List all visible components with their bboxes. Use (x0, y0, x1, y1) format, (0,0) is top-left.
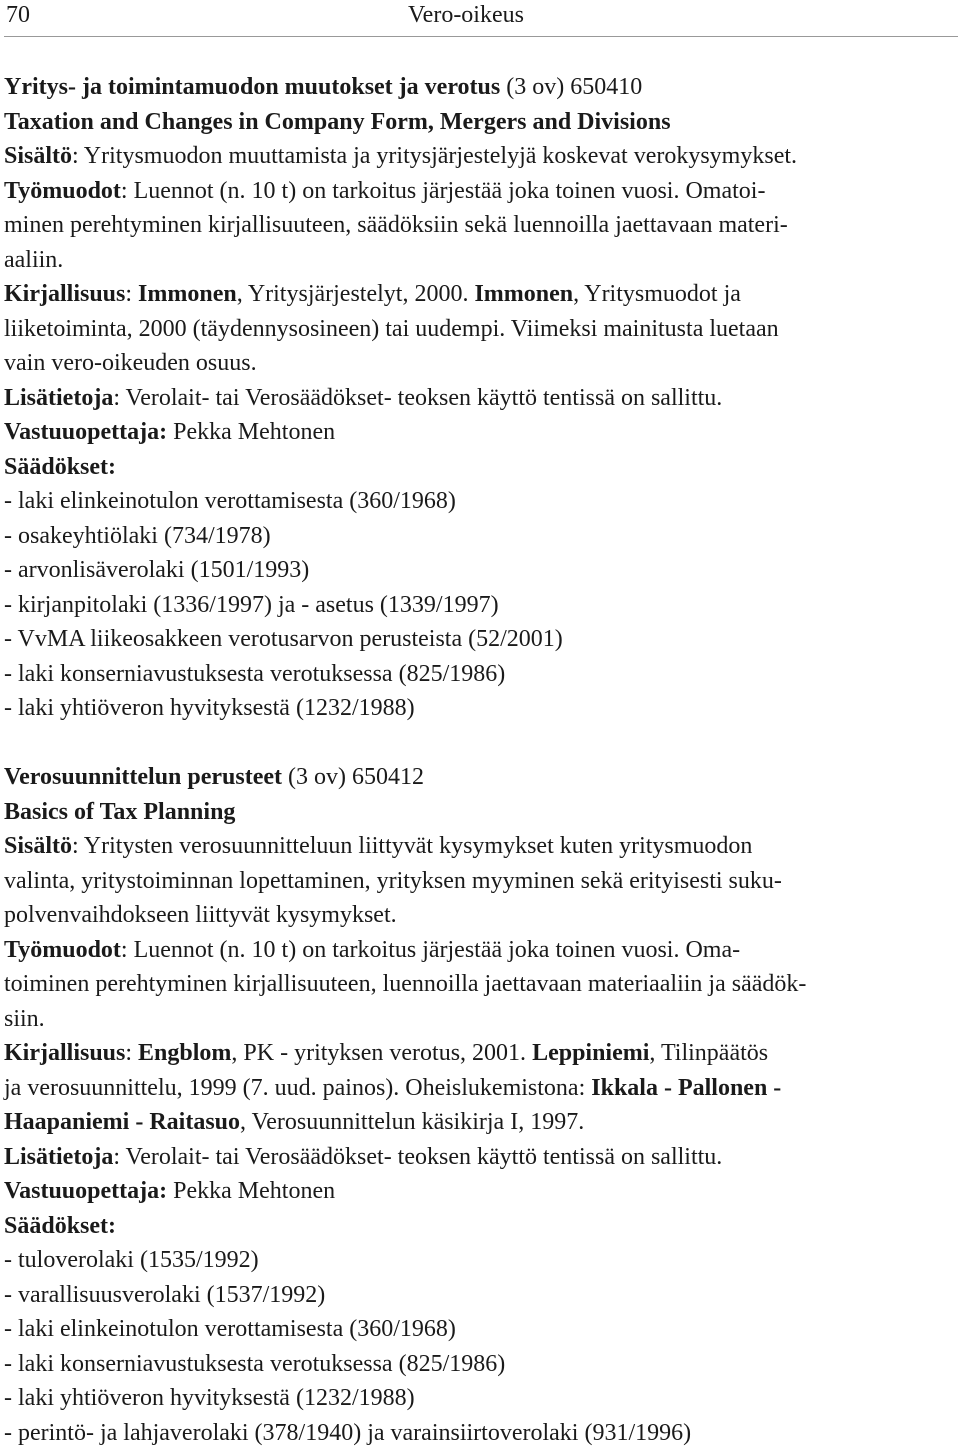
course1-literature-line-1 (4, 277, 954, 312)
course1-title: Yritys- ja toimintamuodon muutokset ja verotus (4, 74, 501, 100)
course2-author-1: Engblom (138, 1040, 232, 1066)
course1-content-line (4, 139, 954, 174)
course1-content-text: : Yritysmuodon muuttamista ja yritysjärjestelyjä koskevat verokysymykset. (72, 143, 798, 169)
course2-content-line-3: polvenvaihdokseen liittyvät kysymykset. (4, 902, 397, 928)
course1-methods-label: Työmuodot (4, 177, 121, 204)
statute-item: - laki elinkeinotulon verottamisesta (360/1968) (4, 1316, 456, 1342)
course1-teacher-name: Pekka Mehtonen (167, 419, 336, 445)
course1-methods-line-3: aaliin. (4, 246, 64, 273)
course2-title: Verosuunnittelun perusteet (4, 764, 283, 790)
course2-methods-line-2: toiminen perehtyminen kirjallisuuteen, luennoilla jaettavaan materiaaliin ja säädök- (4, 971, 807, 997)
course1-author-2: Immonen (474, 281, 574, 307)
statute-item: - laki konserniavustuksesta verotuksessa (825/1986) (4, 660, 506, 687)
statute-item: - laki elinkeinotulon verottamisesta (360/1968) (4, 488, 456, 514)
statute-item: - laki konserniavustuksesta verotuksessa (825/1986) (4, 1350, 506, 1377)
statute-item: - VvMA liikeosakkeen verotusarvon perusteista (52/2001) (4, 626, 563, 652)
statute-item: - arvonlisäverolaki (1501/1993) (4, 557, 310, 583)
course2-book-3: , Verosuunnittelun käsikirja I, 1997. (240, 1109, 585, 1135)
course2-methods-text: : Luennot (n. 10 t) on tarkoitus järjestää joka toinen vuosi. Oma- (120, 936, 741, 963)
course2-methods-line-1 (4, 933, 954, 968)
course2-book-1: , PK - yrityksen verotus, 2001. (231, 1040, 533, 1066)
statute-item: - kirjanpitolaki (1336/1997) ja - asetus (1339/1997) (4, 591, 499, 618)
page-number: 70 (6, 2, 30, 28)
course2-author-2: Leppiniemi (532, 1040, 650, 1066)
course1-statutes-label: Säädökset: (4, 453, 117, 480)
statute-item: - laki yhtiöveron hyvityksestä (1232/1988) (4, 695, 415, 721)
course1-content-label: Sisältö (4, 143, 73, 169)
course2-teacher-label: Vastuuopettaja: (4, 1178, 168, 1204)
course1-literature-label: Kirjallisuus (4, 281, 126, 307)
course2-content-line-2: valinta, yritystoiminnan lopettaminen, yrityksen myyminen sekä erityisesti suku- (4, 867, 782, 894)
course2-info-label: Lisätietoja (4, 1143, 114, 1170)
course1-teacher-label: Vastuuopettaja: (4, 419, 168, 445)
course2-content-line-1 (4, 829, 954, 864)
course2-book-2: , Tilinpäätös (649, 1040, 769, 1066)
course2-methods-label: Työmuodot (4, 936, 121, 963)
course1-teacher-line (4, 415, 954, 450)
course2-credits: (3 ov) 650412 (282, 764, 425, 790)
statute-item: - laki yhtiöveron hyvityksestä (1232/1988) (4, 1385, 415, 1411)
statute-item: - osakeyhtiölaki (734/1978) (4, 522, 271, 549)
course1-methods-text: : Luennot (n. 10 t) on tarkoitus järjestää joka toinen vuosi. Omatoi- (120, 177, 766, 204)
course2-author-3b: Haapaniemi - Raitasuo (4, 1109, 241, 1135)
course2-info-text: : Verolait- tai Verosäädökset- teoksen käyttö tentissä on sallittu. (113, 1143, 723, 1170)
course2-literature-line-2 (4, 1071, 954, 1106)
course2-literature-line-1 (4, 1036, 954, 1071)
course2-content-label: Sisältö (4, 833, 73, 859)
running-title: Vero-oikeus (408, 2, 524, 28)
course1-info-line (4, 381, 954, 416)
statute-item: - tuloverolaki (1535/1992) (4, 1247, 259, 1273)
course2-teacher-line (4, 1174, 954, 1209)
course2-literature-label: Kirjallisuus (4, 1040, 126, 1066)
course1-info-text: : Verolait- tai Verosäädökset- teoksen käyttö tentissä on sallittu. (113, 384, 723, 411)
course1-book-1: , Yritysjärjestelyt, 2000. (236, 281, 475, 307)
course2-info-line (4, 1140, 954, 1175)
course1-author-1: Immonen (138, 281, 237, 307)
course2-statutes-label: Säädökset: (4, 1212, 117, 1239)
course2-teacher-name: Pekka Mehtonen (167, 1178, 336, 1204)
statute-item: - varallisuusverolaki (1537/1992) (4, 1281, 326, 1308)
course1-credits: (3 ov) 650410 (500, 74, 643, 100)
course1-literature-line-3: vain vero-oikeuden osuus. (4, 350, 257, 376)
separator: : (125, 1040, 139, 1066)
course2-title-line (4, 760, 954, 795)
course2-content-text: : Yritysten verosuunnitteluun liittyvät kysymykset kuten yritysmuodon (72, 833, 753, 859)
course1-title-en: Taxation and Changes in Company Form, Mergers and Divisions (4, 108, 671, 135)
section-spacer (4, 726, 954, 761)
course1-info-label: Lisätietoja (4, 384, 114, 411)
course1-methods-line-1 (4, 174, 954, 209)
course1-methods-line-2: minen perehtyminen kirjallisuuteen, säädöksiin sekä luennoilla jaettavaan materi- (4, 212, 788, 238)
course1-literature-line-2: liiketoiminta, 2000 (täydennysosineen) tai uudempi. Viimeksi mainitusta luetaan (4, 315, 779, 342)
course2-literature-line-3 (4, 1105, 954, 1140)
course2-methods-line-3: siin. (4, 1005, 45, 1032)
page-content (4, 70, 954, 1450)
page-header (4, 0, 958, 37)
course2-title-en: Basics of Tax Planning (4, 798, 236, 825)
course2-author-3a: Ikkala - Pallonen - (591, 1074, 782, 1101)
course1-title-line (4, 70, 954, 105)
statute-item: - perintö- ja lahjaverolaki (378/1940) ja varainsiirtoverolaki (931/1996) (4, 1419, 692, 1446)
course2-literature-text: ja verosuunnittelu, 1999 (7. uud. painos). Oheislukemistona: (4, 1074, 592, 1101)
separator: : (125, 281, 139, 307)
course1-book-2: , Yritysmuodot ja (573, 281, 741, 307)
